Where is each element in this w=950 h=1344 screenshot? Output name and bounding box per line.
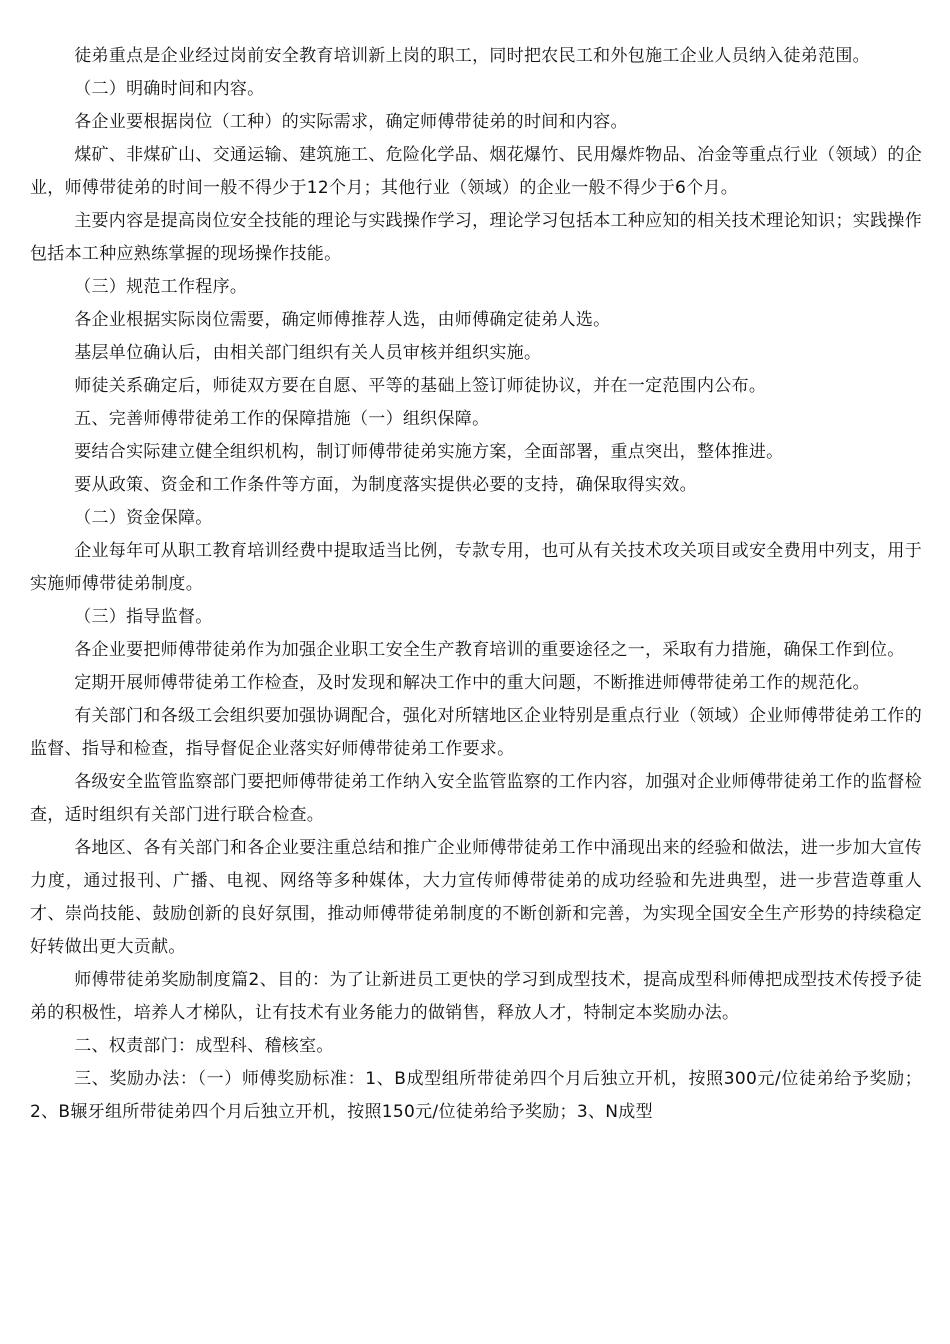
section-heading: 二、权责部门：成型科、稽核室。: [74, 1036, 334, 1056]
section-heading: （二）资金保障。: [74, 508, 213, 528]
section-heading: 五、完善师傅带徒弟工作的保障措施（一）组织保障。: [74, 409, 490, 429]
paragraph: 主要内容是提高岗位安全技能的理论与实践操作学习，理论学习包括本工种应知的相关技术理论知识；实践操作包括本工种应熟练掌握的现场操作技能。: [30, 211, 922, 264]
paragraph: 定期开展师傅带徒弟工作检查，及时发现和解决工作中的重大问题，不断推进师傅带徒弟工作的规范化。: [74, 673, 870, 693]
paragraph: 各企业要把师傅带徒弟作为加强企业职工安全生产教育培训的重要途径之一，采取有力措施，确保工作到位。: [74, 640, 905, 660]
paragraph: 各地区、各有关部门和各企业要注重总结和推广企业师傅带徒弟工作中涌现出来的经验和做法，进一步加大宣传力度，通过报刊、广播、电视、网络等多种媒体，大力宣传师傅带徒弟的成功经验和先进典型，进一步营造尊重人才、崇尚技能、鼓励创新的良好氛围，推动师傅带徒弟制度的不断创新和完善，为实现全国安全生产形势的持续稳定好转做出更大贡献。: [30, 838, 922, 957]
paragraph: 有关部门和各级工会组织要加强协调配合，强化对所辖地区企业特别是重点行业（领域）企业师傅带徒弟工作的监督、指导和检查，指导督促企业落实好师傅带徒弟工作要求。: [30, 706, 922, 759]
document-body: [30, 40, 922, 1129]
paragraph: 三、奖励办法：（一）师傅奖励标准：1、B成型组所带徒弟四个月后独立开机，按照300元/位徒弟给予奖励；2、B辗牙组所带徒弟四个月后独立开机，按照150元/位徒弟给予奖励；3、N成型: [30, 1069, 922, 1122]
paragraph: 徒弟重点是企业经过岗前安全教育培训新上岗的职工，同时把农民工和外包施工企业人员纳入徒弟范围。: [74, 46, 870, 66]
paragraph: 师傅带徒弟奖励制度篇2、目的：为了让新进员工更快的学习到成型技术，提高成型科师傅把成型技术传授予徒弟的积极性，培养人才梯队，让有技术有业务能力的做销售，释放人才，特制定本奖励办法。: [30, 970, 922, 1023]
paragraph: 师徒关系确定后，师徒双方要在自愿、平等的基础上签订师徒协议，并在一定范围内公布。: [74, 376, 767, 396]
paragraph: 企业每年可从职工教育培训经费中提取适当比例，专款专用，也可从有关技术攻关项目或安全费用中列支，用于实施师傅带徒弟制度。: [30, 541, 922, 594]
paragraph: 各企业要根据岗位（工种）的实际需求，确定师傅带徒弟的时间和内容。: [74, 112, 628, 132]
paragraph: 各企业根据实际岗位需要，确定师傅推荐人选，由师傅确定徒弟人选。: [74, 310, 611, 330]
paragraph: 煤矿、非煤矿山、交通运输、建筑施工、危险化学品、烟花爆竹、民用爆炸物品、冶金等重点行业（领域）的企业，师傅带徒弟的时间一般不得少于12个月；其他行业（领域）的企业一般不得少于6个月。: [30, 145, 922, 198]
section-heading: （三）指导监督。: [74, 607, 213, 627]
paragraph: 要从政策、资金和工作条件等方面，为制度落实提供必要的支持，确保取得实效。: [74, 475, 697, 495]
section-heading: （二）明确时间和内容。: [74, 79, 265, 99]
section-heading: （三）规范工作程序。: [74, 277, 248, 297]
paragraph: 基层单位确认后，由相关部门组织有关人员审核并组织实施。: [74, 343, 542, 363]
paragraph: 各级安全监管监察部门要把师傅带徒弟工作纳入安全监管监察的工作内容，加强对企业师傅带徒弟工作的监督检查，适时组织有关部门进行联合检查。: [30, 772, 922, 825]
paragraph: 要结合实际建立健全组织机构，制订师傅带徒弟实施方案，全面部署，重点突出，整体推进。: [74, 442, 784, 462]
